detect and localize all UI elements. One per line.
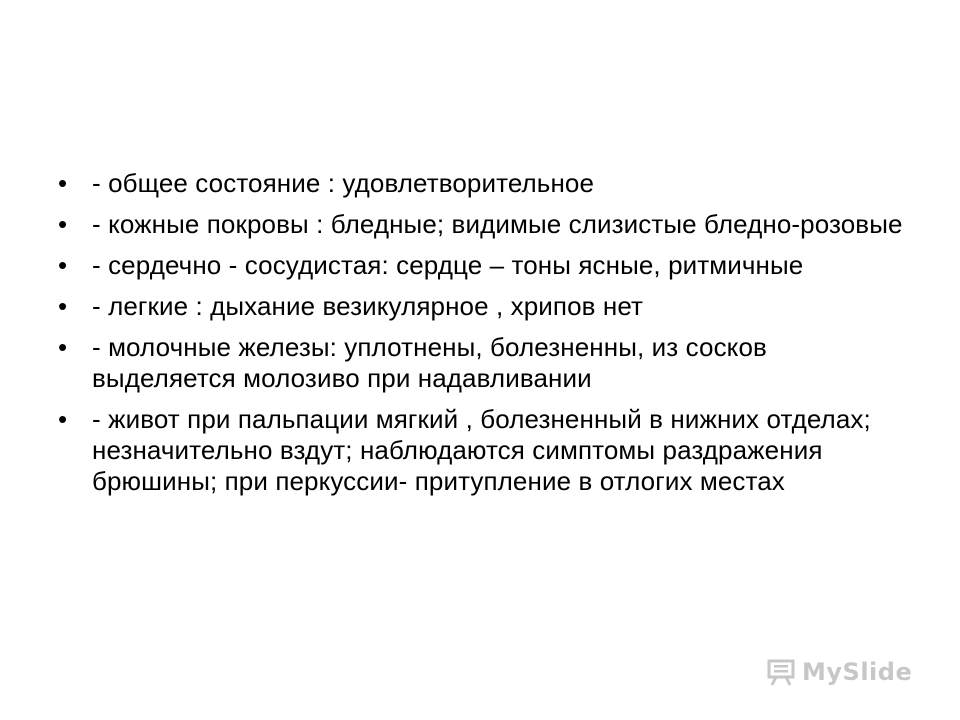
bullet-dot-icon: • bbox=[58, 250, 68, 280]
bullet-dot-icon: • bbox=[58, 168, 68, 198]
bullet-dot-icon: • bbox=[58, 291, 68, 321]
bullet-text: - молочные железы: уплотнены, болезненны, из сосков выделяется молозиво при надавливании bbox=[92, 332, 767, 393]
bullet-dot-icon: • bbox=[58, 332, 68, 362]
bullet-dot-icon: • bbox=[58, 209, 68, 239]
list-item bbox=[58, 209, 918, 240]
list-item bbox=[58, 404, 918, 497]
bullet-text: - общее состояние : удовлетворительное bbox=[92, 168, 595, 198]
bullet-text: - живот при пальпации мягкий , болезненный в нижних отделах; незначительно вздут; наблюдаются симптомы раздражения брюшины; при перкуссии- притупление в отлогих местах bbox=[92, 404, 871, 496]
bullet-list bbox=[58, 168, 918, 507]
list-item bbox=[58, 168, 918, 199]
bullet-text: - легкие : дыхание везикулярное , хрипов нет bbox=[92, 291, 644, 321]
bullet-text: - кожные покровы : бледные; видимые слизистые бледно-розовые bbox=[92, 209, 903, 239]
watermark-text: MySlide bbox=[802, 658, 913, 686]
bullet-text: - сердечно - сосудистая: сердце – тоны ясные, ритмичные bbox=[92, 250, 804, 280]
presentation-board-icon bbox=[766, 658, 796, 686]
list-item bbox=[58, 291, 918, 322]
list-item bbox=[58, 332, 918, 394]
watermark bbox=[766, 658, 912, 686]
bullet-dot-icon: • bbox=[58, 404, 68, 434]
list-item bbox=[58, 250, 918, 281]
